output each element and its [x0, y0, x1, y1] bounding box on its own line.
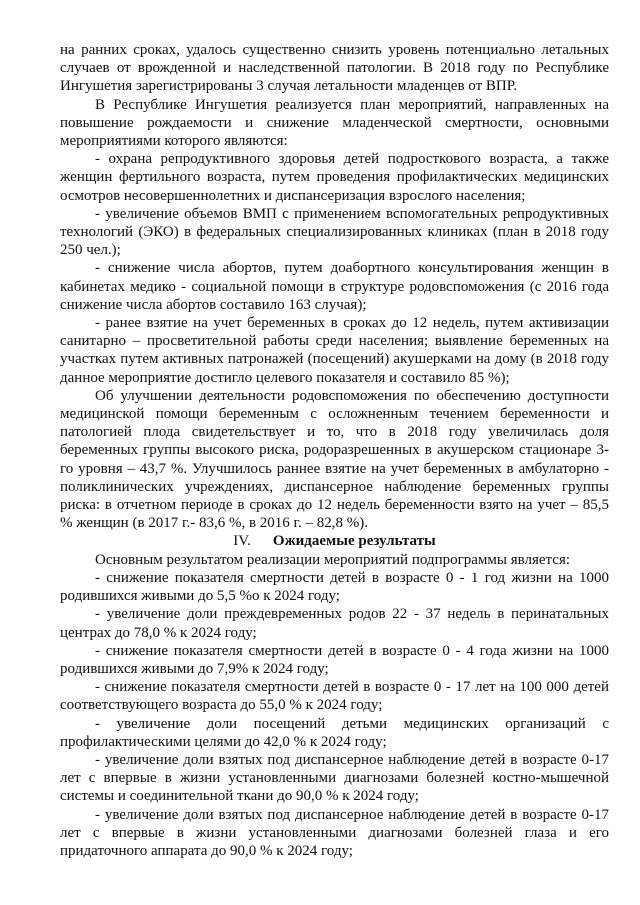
result-item-child-mortality-0-4: - снижение показателя смертности детей в возрасте 0 - 4 года жизни на 1000 родившихся живыми до 7,9% к 2024 году;	[60, 642, 609, 677]
result-item-premature-births: - увеличение доли преждевременных родов 22 - 37 недель в перинатальных центрах до 78,0 % к 2024 году;	[60, 606, 609, 641]
list-item-vmp-eco: - увеличение объемов ВМП с применением вспомогательных репродуктивных технологий (ЭКО) в федеральных специализированных клиниках (план в 2018 году 250 чел.);	[60, 205, 609, 259]
result-item-child-mortality-0-17: - снижение показателя смертности детей в возрасте 0 - 17 лет на 100 000 детей соответствующего возраста до 55,0 % к 2024 году;	[60, 679, 609, 714]
section-heading	[60, 532, 609, 550]
document-page	[60, 41, 609, 860]
result-item-musculoskeletal: - увеличение доли взятых под диспансерное наблюдение детей в возрасте 0-17 лет с впервые в жизни установленными диагнозами болезней костно-мышечной системы и соединительной ткани до 90,0 % к 2024 году;	[60, 751, 609, 805]
section-title: Ожидаемые результаты	[272, 533, 436, 550]
section-number: IV.	[233, 533, 251, 550]
result-item-infant-mortality: - снижение показателя смертности детей в возрасте 0 - 1 год жизни на 1000 родившихся живыми до 5,5 %о к 2024 году;	[60, 569, 609, 605]
paragraph-plan-intro: В Республике Ингушетия реализуется план мероприятий, направленных на повышение рождаемости и снижение младенческой смертности, основными мероприятиями которого являются:	[60, 96, 609, 150]
result-item-eye-diseases: - увеличение доли взятых под диспансерное наблюдение детей в возрасте 0-17 лет с впервые в жизни установленными диагнозами болезней глаза и его придаточного аппарата до 90,0 % к 2024 году;	[60, 806, 609, 859]
result-item-preventive-visits: - увеличение доли посещений детьми медицинских организаций с профилактическими целями до 42,0 % к 2024 году;	[60, 715, 609, 750]
paragraph-results-intro: Основным результатом реализации мероприятий подпрограммы является:	[95, 551, 571, 568]
list-item-early-registration: - ранее взятие на учет беременных в сроках до 12 недель, путем активизации санитарно – просветительной работы среди населения; выявление беременных на участках путем активных патронажей (посещений) акушерками на дому (в 2018 году данное мероприятие достигло целевого показателя и составило 85 %);	[60, 315, 609, 386]
list-item-reproductive-health: - охрана репродуктивного здоровья детей подросткового возраста, а также женщин фертильного возраста, путем проведения профилактических медицинских осмотров несовершеннолетних и диспансеризация взрослого населения;	[60, 151, 609, 204]
list-item-abortion-reduction: - снижение числа абортов, путем доабортного консультирования женщин в кабинетах медико - социальной помощи в структуре родовспоможения (с 2016 года снижение числа абортов составило 163 случая);	[60, 260, 609, 313]
paragraph-obstetrics-improvement: Об улучшении деятельности родовспоможения по обеспечению доступности медицинской помощи беременным с осложненным течением беременности и патологией плода свидетельствует и то, что в 2018 году увеличилась доля беременных группы высокого риска, родоразрешенных в акушерском стационаре 3-го уровня – 43,7 %. Улучшилось раннее взятие на учет беременных в амбулаторно - поликлинических учреждениях, диспансерное наблюдение беременных группы риска: в отчетном периоде в сроках до 12 недель беременности взято на учет – 85,5 % женщин (в 2017 г.- 83,6 %, в 2016 г. – 82,8 %).	[60, 387, 609, 532]
paragraph-intro-continuation: на ранних сроках, удалось существенно снизить уровень потенциально летальных случаев от врожденной и наследственной патологии. В 2018 году по Республике Ингушетия зарегистрированы 3 случая летальности младенцев от ВПР.	[60, 42, 609, 95]
